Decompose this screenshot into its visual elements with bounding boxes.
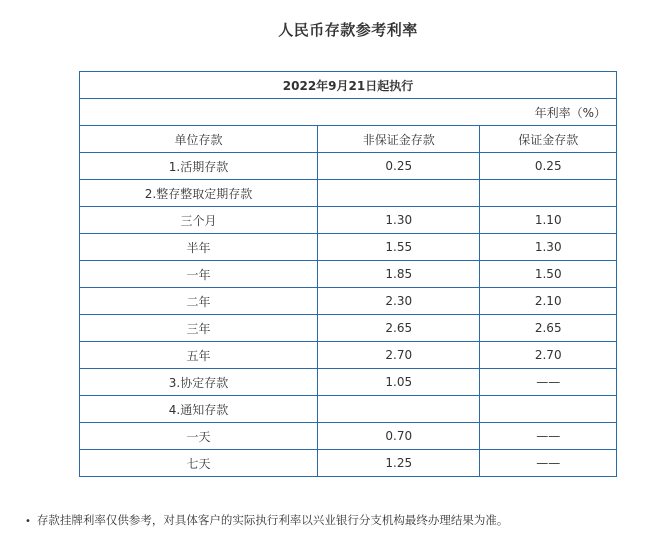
table-row	[80, 450, 617, 477]
table-row	[80, 288, 617, 315]
header-margin: 保证金存款	[480, 126, 617, 153]
row-non-margin-rate	[318, 396, 480, 423]
table-row	[80, 234, 617, 261]
row-margin-rate: 2.10	[480, 288, 617, 315]
row-label: 二年	[80, 288, 318, 315]
rate-unit: 年利率（%）	[80, 99, 617, 126]
header-non-margin: 非保证金存款	[318, 126, 480, 153]
row-non-margin-rate: 0.70	[318, 423, 480, 450]
row-label: 4.通知存款	[80, 396, 318, 423]
disclaimer-text: 存款挂牌利率仅供参考，对具体客户的实际执行利率以兴业银行分支机构最终办理结果为准。	[36, 513, 509, 527]
effective-date: 2022年9月21日起执行	[80, 72, 617, 99]
row-label: 三个月	[80, 207, 318, 234]
table-row	[80, 207, 617, 234]
table-row	[80, 342, 617, 369]
row-non-margin-rate: 2.65	[318, 315, 480, 342]
row-label: 三年	[80, 315, 318, 342]
row-non-margin-rate: 1.05	[318, 369, 480, 396]
table-row	[80, 369, 617, 396]
row-non-margin-rate: 1.85	[318, 261, 480, 288]
row-non-margin-rate: 1.25	[318, 450, 480, 477]
effective-date-row	[80, 72, 617, 99]
row-label: 一年	[80, 261, 318, 288]
row-non-margin-rate: 2.70	[318, 342, 480, 369]
row-margin-rate: 2.70	[480, 342, 617, 369]
row-label: 3.协定存款	[80, 369, 318, 396]
bullet-icon: •	[25, 516, 31, 527]
unit-row	[80, 99, 617, 126]
row-margin-rate: 2.65	[480, 315, 617, 342]
row-margin-rate: ——	[480, 369, 617, 396]
table-row	[80, 153, 617, 180]
row-non-margin-rate: 1.55	[318, 234, 480, 261]
row-non-margin-rate: 2.30	[318, 288, 480, 315]
rates-table	[79, 71, 617, 477]
table-row	[80, 315, 617, 342]
row-margin-rate: 1.50	[480, 261, 617, 288]
disclaimer-note	[25, 512, 508, 528]
table-row	[80, 423, 617, 450]
row-label: 半年	[80, 234, 318, 261]
table-row	[80, 261, 617, 288]
row-label: 1.活期存款	[80, 153, 318, 180]
row-non-margin-rate: 1.30	[318, 207, 480, 234]
table-row	[80, 396, 617, 423]
page-title: 人民币存款参考利率	[278, 21, 418, 39]
table-row	[80, 180, 617, 207]
row-margin-rate: 1.10	[480, 207, 617, 234]
header-row	[80, 126, 617, 153]
row-non-margin-rate	[318, 180, 480, 207]
row-margin-rate: ——	[480, 450, 617, 477]
header-category: 单位存款	[80, 126, 318, 153]
row-margin-rate: ——	[480, 423, 617, 450]
row-margin-rate: 1.30	[480, 234, 617, 261]
row-label: 一天	[80, 423, 318, 450]
row-non-margin-rate: 0.25	[318, 153, 480, 180]
row-label: 七天	[80, 450, 318, 477]
row-label: 五年	[80, 342, 318, 369]
row-margin-rate	[480, 180, 617, 207]
row-margin-rate	[480, 396, 617, 423]
row-margin-rate: 0.25	[480, 153, 617, 180]
row-label: 2.整存整取定期存款	[80, 180, 318, 207]
